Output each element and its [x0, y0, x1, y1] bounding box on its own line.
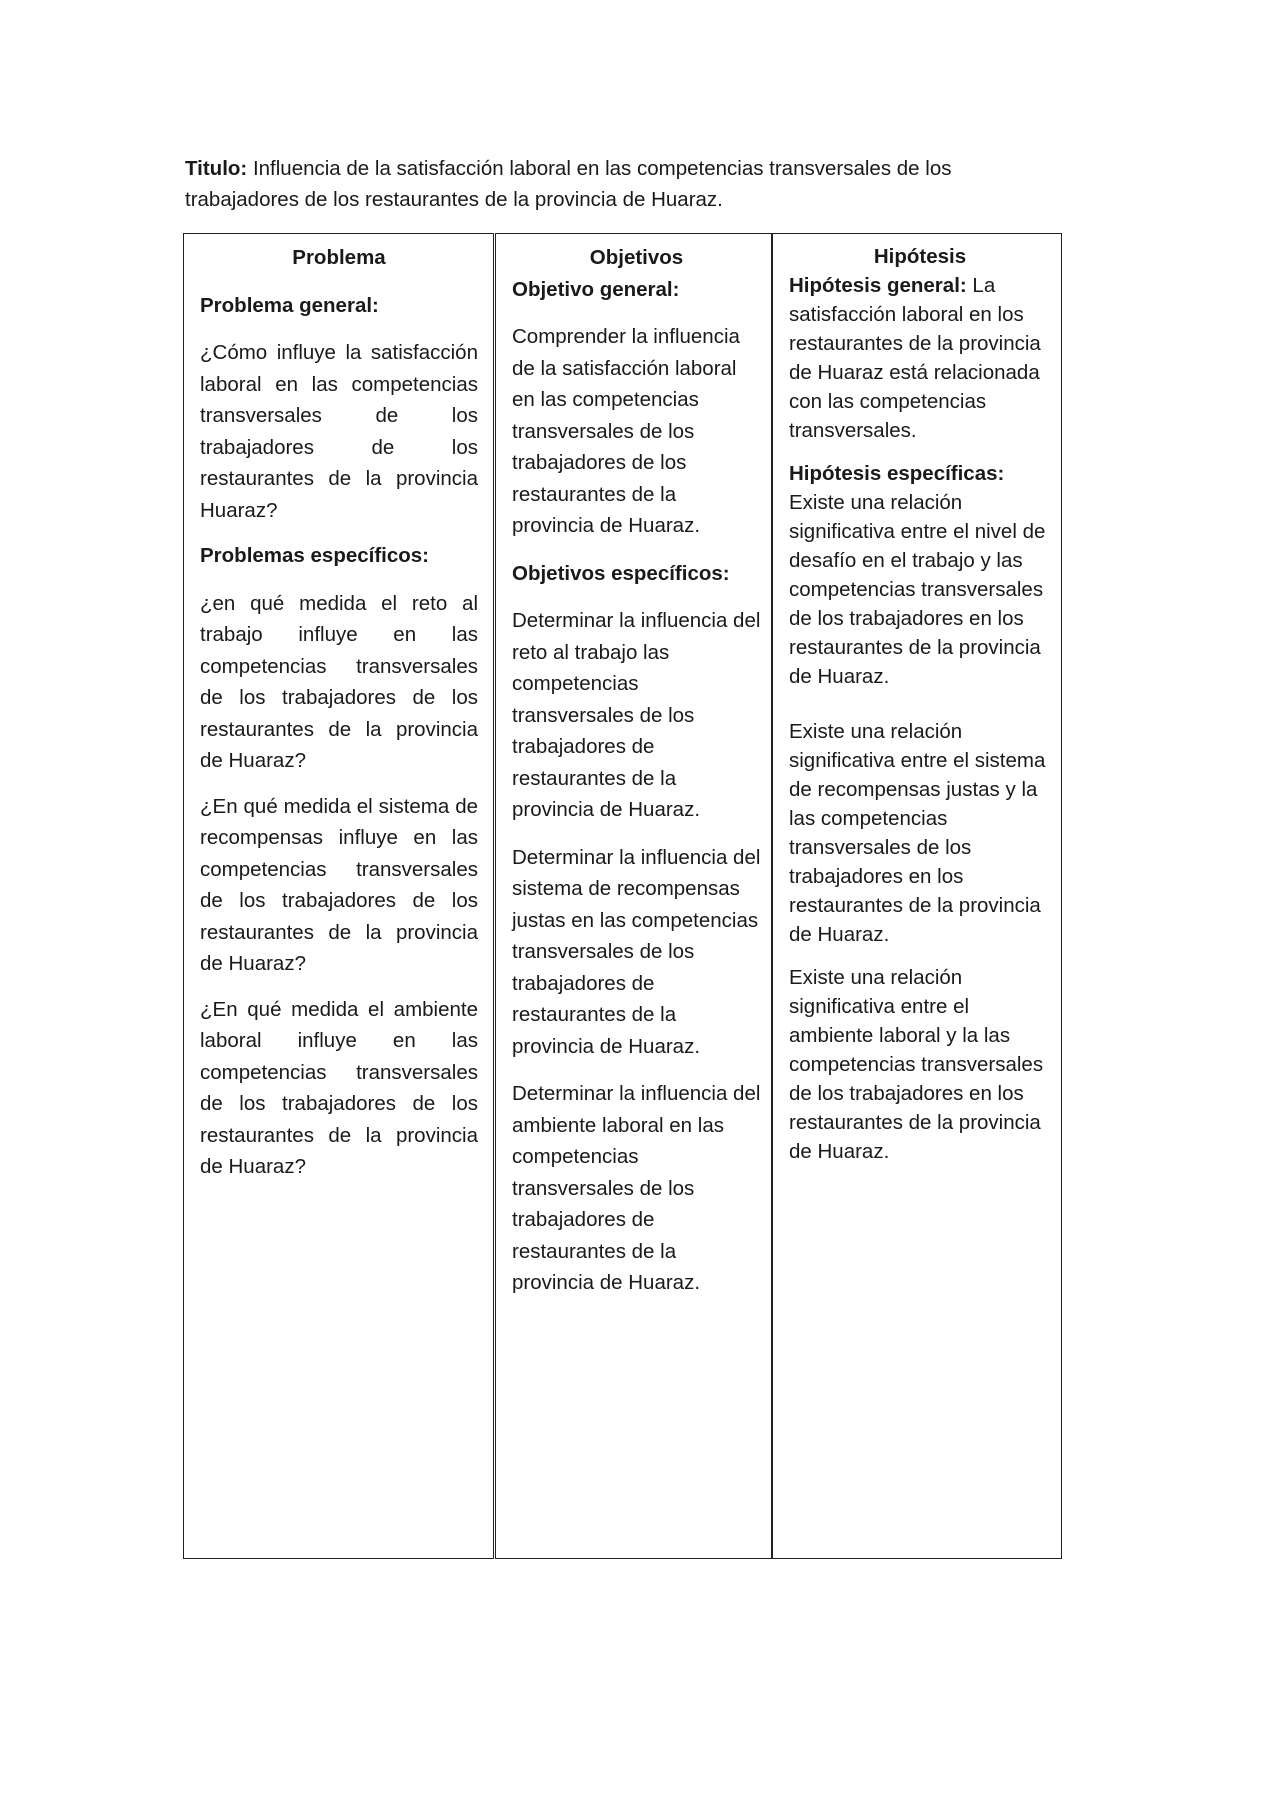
- objetivos-header: Objetivos: [589, 246, 684, 269]
- hipotesis-general: [789, 271, 1051, 445]
- objetivos-column: [495, 233, 772, 1559]
- problema-item: ¿En qué medida el ambiente laboral influye en las competencias transversales de los trabajadores de los restaurantes de la provincia de Huaraz?: [200, 997, 478, 1178]
- hipotesis-item: Existe una relación significativa entre el ambiente laboral y la las competencias transversales de los trabajadores en los restaurantes de la provincia de Huaraz.: [789, 966, 1044, 1163]
- hipotesis-column: [772, 233, 1062, 1559]
- problema-general-heading: Problema general:: [200, 293, 379, 317]
- hipotesis-general-heading: Hipótesis general:: [789, 274, 967, 297]
- problema-item: ¿en qué medida el reto al trabajo influye en las competencias transversales de los trabajadores de los restaurantes de la provincia de Huaraz?: [200, 591, 478, 772]
- objetivo-item: Determinar la influencia del sistema de recompensas justas en las competencias transversales de los trabajadores de restaurantes de la provincia de Huaraz.: [512, 845, 761, 1058]
- problemas-especificos-heading: Problemas específicos:: [200, 544, 430, 567]
- objetivo-item: Determinar la influencia del reto al trabajo las competencias transversales de los trabajadores de restaurantes de la provincia de Huaraz.: [512, 609, 761, 821]
- objetivo-item: Determinar la influencia del ambiente laboral en las competencias transversales de los trabajadores de restaurantes de la provincia de Huaraz.: [512, 1082, 761, 1294]
- problema-general-text: ¿Cómo influye la satisfacción laboral en las competencias transversales de los trabajadores de los restaurantes de la provincia Huaraz?: [200, 341, 478, 522]
- hipotesis-header: Hipótesis: [873, 245, 967, 268]
- objetivo-general-heading: Objetivo general:: [512, 277, 680, 301]
- title-label: Titulo:: [185, 157, 248, 180]
- problema-item: ¿En qué medida el sistema de recompensas influye en las competencias transversales de los trabajadores de los restaurantes de la provincia de Huaraz?: [200, 794, 478, 975]
- document-title: [185, 153, 1045, 215]
- hipotesis-item: Existe una relación significativa entre el nivel de desafío en el trabajo y las competencias transversales de los trabajadores en los restaurantes de la provincia de Huaraz.: [789, 491, 1046, 688]
- problema-header: Problema: [292, 246, 386, 269]
- hipotesis-general-text: La satisfacción laboral en los restaurantes de la provincia de Huaraz está relacionada con las competencias transversales.: [789, 274, 1041, 442]
- title-text: Influencia de la satisfacción laboral en las competencias transversales de los trabajadores de los restaurantes de la provincia de Huaraz.: [185, 157, 952, 211]
- objetivos-especificos-heading: Objetivos específicos:: [512, 561, 730, 585]
- objetivo-general-text: Comprender la influencia de la satisfacción laboral en las competencias transversales de los trabajadores de los restaurantes de la provincia de Huaraz.: [512, 325, 740, 537]
- hipotesis-especificas-heading: Hipótesis específicas:: [789, 462, 1005, 485]
- problema-column: [183, 233, 494, 1559]
- hipotesis-item: Existe una relación significativa entre el sistema de recompensas justas y la las competencias transversales de los trabajadores en los restaurantes de la provincia de Huaraz.: [789, 720, 1046, 946]
